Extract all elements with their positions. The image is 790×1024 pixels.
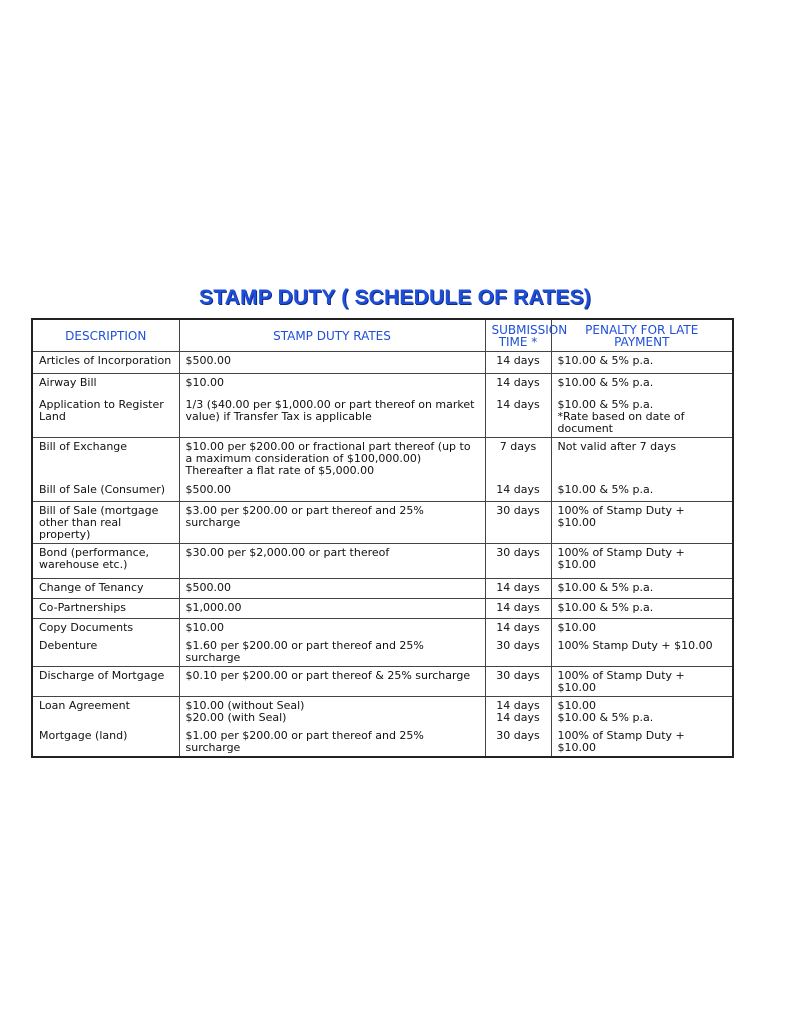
- rate-cell: $10.00: [179, 374, 485, 396]
- penalty-cell: Not valid after 7 days: [551, 437, 733, 481]
- description-cell: Mortgage (land): [32, 727, 179, 757]
- rate-cell: $1,000.00: [179, 598, 485, 618]
- time-cell: 14 days: [485, 396, 551, 438]
- time-cell: 30 days: [485, 667, 551, 697]
- table-row: [32, 396, 733, 438]
- penalty-cell: $10.00 & 5% p.a.: [551, 481, 733, 501]
- penalty-rate: $10.00 & 5% p.a.: [557, 397, 654, 411]
- penalty-line: $10.00: [557, 699, 596, 712]
- rate-cell: $10.00 per $200.00 or fractional part thereof (up to a maximum consideration of $100,000.00) Thereafter a flat rate of $5,000.00: [179, 437, 485, 481]
- penalty-cell: $10.00 & 5% p.a.: [551, 598, 733, 618]
- header-submission-line1: SUBMISSION: [491, 323, 568, 337]
- header-description: DESCRIPTION: [32, 319, 179, 352]
- rate-cell: $0.10 per $200.00 or part thereof & 25% surcharge: [179, 667, 485, 697]
- description-cell: Bond (performance, warehouse etc.): [32, 543, 179, 578]
- table-row: [32, 727, 733, 757]
- penalty-cell: 100% of Stamp Duty + $10.00: [551, 727, 733, 757]
- description-cell: Bill of Sale (Consumer): [32, 481, 179, 501]
- rate-line: $20.00 (with Seal): [185, 711, 287, 724]
- description-cell: Debenture: [32, 637, 179, 667]
- description-cell: Bill of Exchange: [32, 437, 179, 481]
- header-stamp-duty-rates: STAMP DUTY RATES: [179, 319, 485, 352]
- rate-cell: $3.00 per $200.00 or part thereof and 25% surcharge: [179, 501, 485, 543]
- penalty-cell: $10.00: [551, 618, 733, 637]
- time-cell: 14 days: [485, 374, 551, 396]
- rate-cell: $1.00 per $200.00 or part thereof and 25% surcharge: [179, 727, 485, 757]
- description-cell: Application to Register Land: [32, 396, 179, 438]
- penalty-cell: 100% of Stamp Duty + $10.00: [551, 543, 733, 578]
- header-submission-time: [485, 319, 568, 352]
- rate-cell: $30.00 per $2,000.00 or part thereof: [179, 543, 485, 578]
- rate-line: $10.00 (without Seal): [185, 699, 305, 712]
- penalty-note: *Rate based on date of document: [557, 409, 685, 435]
- rate-cell: 1/3 ($40.00 per $1,000.00 or part thereof on market value) if Transfer Tax is applicable: [179, 396, 485, 438]
- table-row: [32, 501, 733, 543]
- penalty-cell: $10.00 & 5% p.a.: [551, 374, 733, 396]
- table-row: [32, 543, 733, 578]
- table-row: [32, 667, 733, 697]
- time-cell: 14 days: [485, 481, 551, 501]
- header-penalty: PENALTY FOR LATE PAYMENT: [551, 319, 733, 352]
- table-row: [32, 637, 733, 667]
- penalty-cell: [551, 396, 733, 438]
- table-header-row: [32, 319, 733, 352]
- header-submission-line2: TIME *: [498, 335, 538, 349]
- time-line: 14 days: [496, 711, 540, 724]
- description-cell: Loan Agreement: [32, 697, 179, 727]
- time-cell: 14 days: [485, 598, 551, 618]
- table-row: [32, 437, 733, 481]
- rate-cell: $500.00: [179, 481, 485, 501]
- time-cell: 14 days: [485, 618, 551, 637]
- rate-cell: $10.00: [179, 618, 485, 637]
- rate-cell: [179, 697, 485, 727]
- time-cell: 14 days: [485, 578, 551, 598]
- description-cell: Articles of Incorporation: [32, 352, 179, 374]
- description-cell: Discharge of Mortgage: [32, 667, 179, 697]
- penalty-cell: 100% Stamp Duty + $10.00: [551, 637, 733, 667]
- penalty-cell: $10.00 & 5% p.a.: [551, 578, 733, 598]
- time-cell: 30 days: [485, 543, 551, 578]
- penalty-line: $10.00 & 5% p.a.: [557, 711, 654, 724]
- description-cell: Bill of Sale (mortgage other than real property): [32, 501, 179, 543]
- table-row: [32, 374, 733, 396]
- description-cell: Change of Tenancy: [32, 578, 179, 598]
- rate-cell: $500.00: [179, 578, 485, 598]
- time-cell: [485, 697, 551, 727]
- time-cell: 30 days: [485, 637, 551, 667]
- rate-cell: $1.60 per $200.00 or part thereof and 25% surcharge: [179, 637, 485, 667]
- penalty-cell: 100% of Stamp Duty + $10.00: [551, 667, 733, 697]
- table-row: [32, 481, 733, 501]
- description-cell: Copy Documents: [32, 618, 179, 637]
- table-row: [32, 618, 733, 637]
- table-row: [32, 352, 733, 374]
- description-cell: Airway Bill: [32, 374, 179, 396]
- schedule-of-rates-table: [31, 318, 734, 758]
- time-cell: 30 days: [485, 727, 551, 757]
- penalty-cell: $10.00 & 5% p.a.: [551, 352, 733, 374]
- time-cell: 14 days: [485, 352, 551, 374]
- table-row: [32, 598, 733, 618]
- time-line: 14 days: [496, 699, 540, 712]
- table-row: [32, 697, 733, 727]
- description-cell: Co-Partnerships: [32, 598, 179, 618]
- page-title: STAMP DUTY ( SCHEDULE OF RATES): [199, 286, 591, 309]
- time-cell: 30 days: [485, 501, 551, 543]
- penalty-cell: 100% of Stamp Duty + $10.00: [551, 501, 733, 543]
- penalty-cell: [551, 697, 733, 727]
- time-cell: 7 days: [485, 437, 551, 481]
- table-row: [32, 578, 733, 598]
- rate-cell: $500.00: [179, 352, 485, 374]
